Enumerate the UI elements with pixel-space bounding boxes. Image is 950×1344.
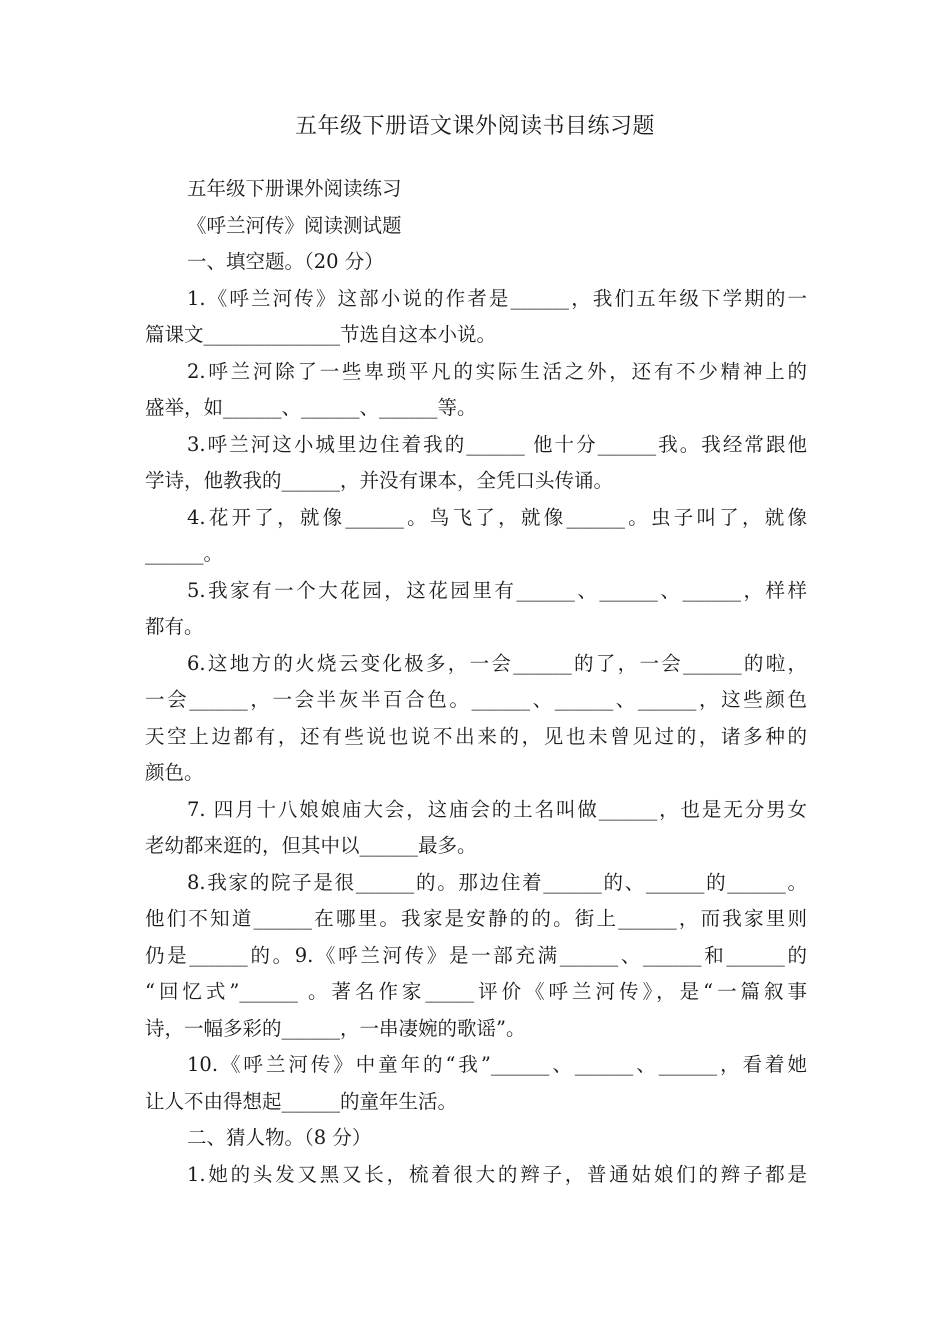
question-6-line-4: 颜色。 [145, 761, 204, 784]
question-6-line-2: 一会______，一会半灰半百合色。______、______、______，这些颜色 [145, 688, 807, 711]
question-8-line-2: 他们不知道______在哪里。我家是安静的的。街上______，而我家里则 [145, 907, 807, 930]
section-heading-fill-in: 一、填空题。（20 分） [187, 250, 384, 273]
question-8-line-3: 仍是______的。9.《呼兰河传》是一部充满______、______和______的 [145, 943, 807, 967]
question-1-line-1: 1.《呼兰河传》这部小说的作者是______，我们五年级下学期的一 [187, 286, 807, 310]
question-5-line-1: 5.我家有一个大花园，这花园里有______、______、______，样样 [187, 578, 807, 602]
question-4-line-2: ______。 [145, 542, 224, 565]
question-5-line-2: 都有。 [145, 615, 204, 638]
question-9-line-2: “回忆式”______ 。著名作家_____评价《呼兰河传》，是“一篇叙事 [145, 980, 807, 1003]
document-title: 五年级下册语文课外阅读书目练习题 [294, 114, 655, 139]
subtitle-test: 《呼兰河传》阅读测试题 [187, 213, 402, 237]
question-7-line-2: 老幼都来逛的，但其中以______最多。 [145, 834, 477, 857]
section-heading-guess-character: 二、猜人物。（8 分） [187, 1126, 372, 1149]
question-7-line-1: 7. 四月十八娘娘庙大会，这庙会的土名叫做______，也是无分男女 [187, 797, 807, 821]
question-1-line-2: 篇课文______________节选自这本小说。 [145, 323, 497, 346]
question-6-line-3: 天空上边都有，还有些说也说不出来的，见也未曾见过的，诸多种的 [145, 724, 807, 748]
question-8-line-1: 8.我家的院子是很______的。那边住着______的、______的______。 [187, 870, 807, 894]
question-10-line-1: 10.《呼兰河传》中童年的“我”______、______、______，看着她 [187, 1053, 807, 1076]
question-2-line-2: 盛举，如______、______、______等。 [145, 396, 477, 419]
document-body [145, 171, 807, 1193]
question-2-line-1: 2.呼兰河除了一些卑琐平凡的实际生活之外，还有不少精神上的 [187, 359, 807, 383]
question-6-line-1: 6.这地方的火烧云变化极多，一会______的了，一会______的啦， [187, 651, 807, 675]
question-9-line-3: 诗，一幅多彩的______，一串凄婉的歌谣”。 [145, 1016, 526, 1040]
question-3-line-1: 3.呼兰河这小城里边住着我的______ 他十分______我。我经常跟他 [187, 432, 807, 456]
question-10-line-2: 让人不由得想起______的童年生活。 [145, 1089, 458, 1113]
guess-question-1-line-1: 1.她的头发又黑又长，梳着很大的辫子，普通姑娘们的辫子都是 [187, 1162, 807, 1186]
subtitle-grade: 五年级下册课外阅读练习 [187, 177, 402, 200]
question-3-line-2: 学诗，他教我的______，并没有课本，全凭口头传诵。 [145, 469, 614, 492]
question-4-line-1: 4.花开了，就像______。鸟飞了，就像______。虫子叫了，就像 [187, 505, 807, 529]
